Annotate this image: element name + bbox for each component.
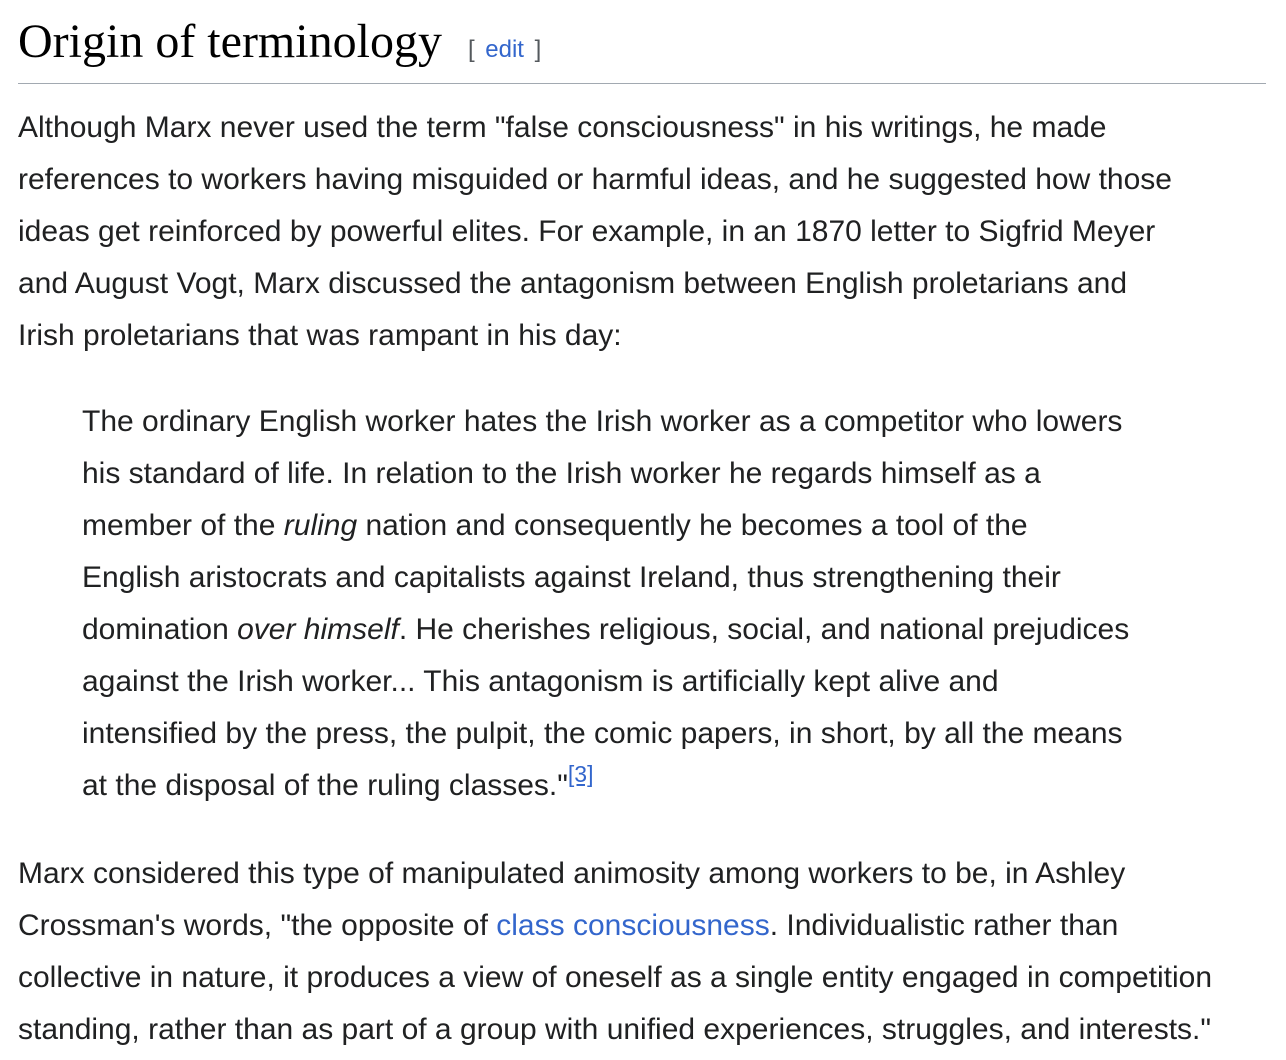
quote-emphasis-ruling: ruling xyxy=(283,509,358,542)
crossman-line-1: Marx considered this type of manipulated animosity among workers to be, in Ashley xyxy=(18,857,1126,890)
quote-line-4: English aristocrats and capitalists against Ireland, thus strengthening their xyxy=(82,561,1061,594)
citation-ref-3[interactable]: [3] xyxy=(567,761,594,787)
section-heading-row xyxy=(18,0,1266,84)
section-title: Origin of terminology xyxy=(18,15,442,68)
intro-paragraph xyxy=(18,102,1286,362)
quote-line-3 xyxy=(82,500,1286,552)
crossman-line-2-pre: Crossman's words, "the opposite of xyxy=(18,909,497,942)
edit-bracket-open: [ xyxy=(467,36,475,63)
quote-line-7: intensified by the press, the pulpit, the comic papers, in short, by all the means xyxy=(82,717,1123,750)
crossman-paragraph xyxy=(18,848,1286,1056)
quote-line-6: against the Irish worker... This antagonism is artificially kept alive and xyxy=(82,665,999,698)
intro-line-2: references to workers having misguided or harmful ideas, and he suggested how those xyxy=(18,163,1172,196)
quote-line-3-post: nation and consequently he becomes a tool of the xyxy=(357,509,1028,542)
quote-line-3-pre: member of the xyxy=(82,509,284,542)
edit-bracket-close: ] xyxy=(534,36,542,63)
article-section xyxy=(18,0,1286,1056)
quote-line-8-text: at the disposal of the ruling classes." xyxy=(82,769,568,802)
quote-line-5-pre: domination xyxy=(82,613,238,646)
intro-line-5: Irish proletarians that was rampant in his day: xyxy=(18,319,622,352)
class-consciousness-link[interactable]: class consciousness xyxy=(496,909,770,942)
marx-quote-blockquote xyxy=(82,396,1286,812)
quote-emphasis-over-himself: over himself xyxy=(237,613,399,646)
intro-line-4: and August Vogt, Marx discussed the antagonism between English proletarians and xyxy=(18,267,1128,300)
crossman-line-2-post: . Individualistic rather than xyxy=(769,909,1119,942)
quote-line-8 xyxy=(82,760,1286,812)
quote-line-5 xyxy=(82,604,1286,656)
crossman-line-2 xyxy=(18,900,1286,952)
quote-line-1: The ordinary English worker hates the Irish worker as a competitor who lowers xyxy=(82,405,1123,438)
intro-line-3: ideas get reinforced by powerful elites. For example, in an 1870 letter to Sigfrid Meyer xyxy=(18,215,1156,248)
edit-section-link[interactable]: edit xyxy=(485,36,524,63)
crossman-line-4: standing, rather than as part of a group with unified experiences, struggles, and interests." xyxy=(18,1013,1212,1046)
quote-line-2: his standard of life. In relation to the Irish worker he regards himself as a xyxy=(82,457,1041,490)
crossman-line-3: collective in nature, it produces a view of oneself as a single entity engaged in competition xyxy=(18,961,1213,994)
edit-section-control xyxy=(468,36,541,64)
quote-line-5-post: . He cherishes religious, social, and national prejudices xyxy=(398,613,1130,646)
intro-line-1: Although Marx never used the term "false consciousness" in his writings, he made xyxy=(18,111,1107,144)
